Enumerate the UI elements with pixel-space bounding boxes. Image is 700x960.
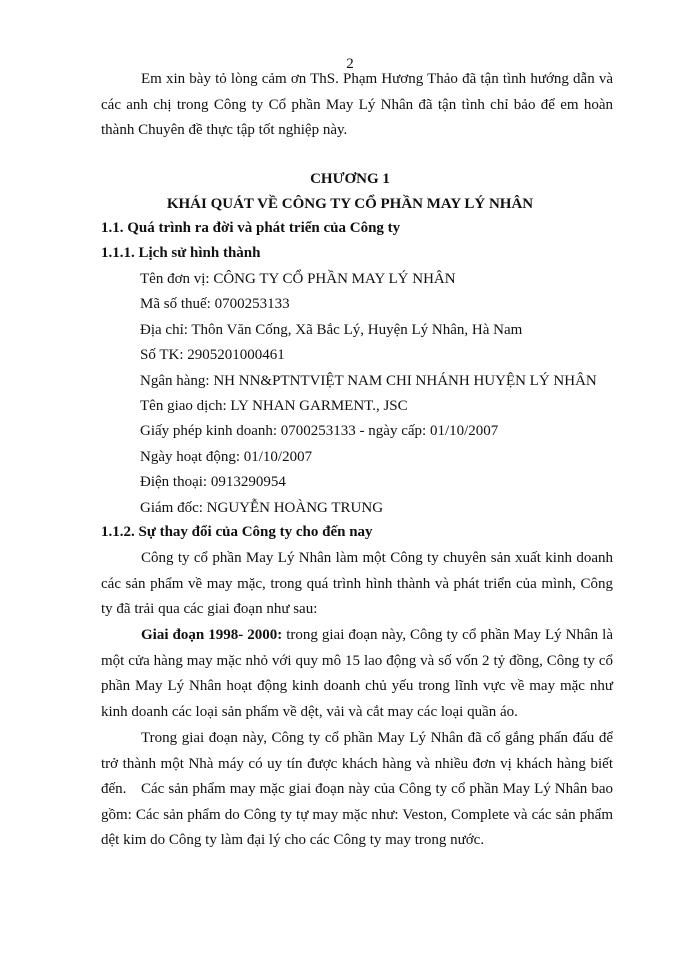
- products-paragraph: Các sản phẩm may mặc giai đoạn này của Công ty cổ phần May Lý Nhân bao gồm: Các sản phẩm do Công ty tự may mặc như: Veston, Complete và các sản phẩm dệt kim do Công ty làm đại lý cho các Công ty may trong nước.: [101, 781, 613, 848]
- acknowledgement-paragraph: Em xin bày tỏ lòng cảm ơn ThS. Phạm Hương Thảo đã tận tình hướng dẫn và các anh chị trong Công ty Cổ phần May Lý Nhân đã tận tình chỉ bảo để em hoàn thành Chuyên đề thực tập tốt nghiệp này.: [101, 71, 613, 138]
- phase-paragraph: [101, 623, 613, 725]
- info-tax-code: Mã số thuế: 0700253133: [140, 296, 290, 312]
- section-heading-1-1-1: 1.1.1. Lịch sử hình thành: [101, 245, 261, 261]
- info-director: Giám đốc: NGUYỄN HOÀNG TRUNG: [140, 500, 384, 516]
- effort-paragraph: Trong giai đoạn này, Công ty cổ phần May Lý Nhân đã cố gắng phấn đấu để trở thành một Nhà máy có uy tín được khách hàng và nhiều đơn vị khách hàng biết đến.: [101, 730, 613, 797]
- info-phone: Điện thoại: 0913290954: [140, 474, 286, 490]
- info-bank: Ngân hàng: NH NN&PTNTVIỆT NAM CHI NHÁNH HUYỆN LÝ NHÂN: [140, 373, 597, 389]
- info-address: Địa chỉ: Thôn Văn Cống, Xã Bắc Lý, Huyện Lý Nhân, Hà Nam: [140, 322, 523, 338]
- info-account-number: Số TK: 2905201000461: [140, 347, 285, 363]
- info-company-name: Tên đơn vị: CÔNG TY CỔ PHẦN MAY LÝ NHÂN: [140, 271, 456, 287]
- info-business-license: Giấy phép kinh doanh: 0700253133 - ngày cấp: 01/10/2007: [140, 423, 499, 439]
- chapter-title: KHÁI QUÁT VỀ CÔNG TY CỔ PHẦN MAY LÝ NHÂN: [166, 196, 534, 212]
- section-heading-1-1-2: 1.1.2. Sự thay đổi của Công ty cho đến nay: [101, 524, 373, 540]
- page-number: 2: [346, 56, 354, 72]
- info-operation-date: Ngày hoạt động: 01/10/2007: [140, 449, 313, 465]
- intro-paragraph: Công ty cổ phần May Lý Nhân làm một Công ty chuyên sản xuất kinh doanh các sản phẩm về may mặc, trong quá trình hình thành và phát triển của mình, Công ty đã trải qua các giai đoạn như sau:: [101, 550, 613, 617]
- chapter-label: CHƯƠNG 1: [310, 171, 390, 187]
- info-trade-name: Tên giao dịch: LY NHAN GARMENT., JSC: [140, 398, 408, 414]
- phase-label: Giai đoạn 1998- 2000:: [141, 627, 283, 643]
- section-heading-1-1: 1.1. Quá trình ra đời và phát triển của Công ty: [101, 220, 401, 236]
- phase-text: trong giai đoạn này, Công ty cổ phần May Lý Nhân là một cửa hàng may mặc nhỏ với quy mô 15 lao động và số vốn 2 tỷ đồng, Công ty cổ phần May Lý Nhân hoạt động kinh doanh chủ yếu trong lĩnh vực về may mặc như kinh doanh các loại sản phẩm về dệt, vải và cắt may các loại quần áo.: [101, 627, 613, 720]
